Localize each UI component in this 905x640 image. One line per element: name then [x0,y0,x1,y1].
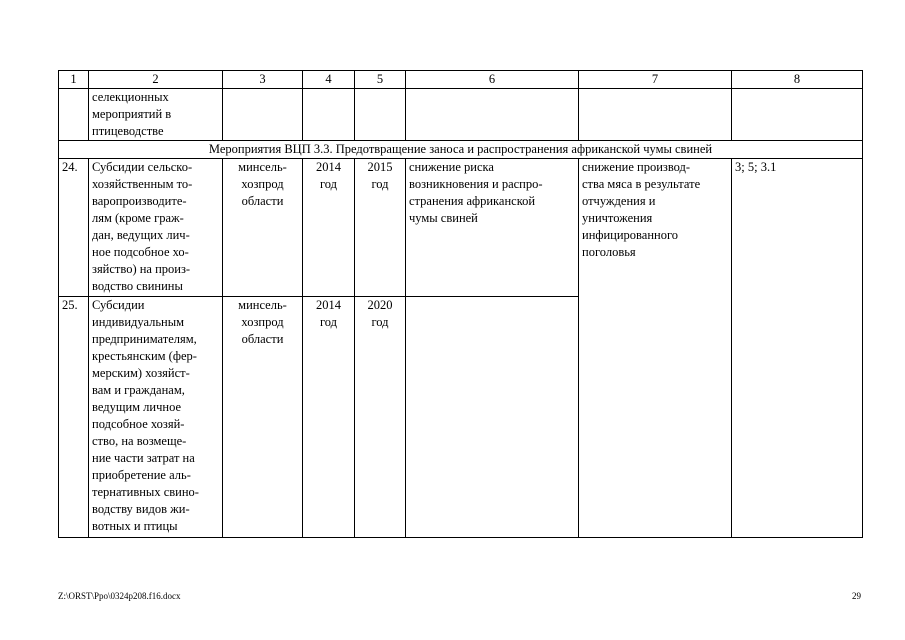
page-number: 29 [852,591,861,601]
text-line: минсель- [238,160,287,174]
row-start-year [303,297,355,538]
text-line: странения африканской [409,194,536,208]
header-cell-7: 7 [579,71,732,89]
continuation-cell-8 [732,89,863,141]
text-line: мероприятий в [92,107,172,121]
row-executor [223,159,303,297]
header-cell-3: 3 [223,71,303,89]
row-result [406,159,579,297]
text-line: снижение производ- [582,160,691,174]
text-line: хозяйственным то- [92,177,193,191]
row-number: 25. [59,297,89,538]
row-end-year [355,297,406,538]
continuation-cell-7 [579,89,732,141]
text-line: 2020 [367,298,393,312]
header-cell-6: 6 [406,71,579,89]
continuation-cell-4 [303,89,355,141]
text-line: птицеводстве [92,124,164,138]
text-line: области [241,194,284,208]
measures-table [58,70,863,538]
text-line: варопроизводите- [92,194,187,208]
section-title: Мероприятия ВЦП 3.3. Предотвращение заноса и распространения африканской чумы свиней [59,141,863,159]
row-description [89,297,223,538]
text-line: год [371,177,389,191]
text-line: поголовья [582,245,636,259]
text-line: снижение риска [409,160,494,174]
row-result [406,297,579,538]
header-cell-2: 2 [89,71,223,89]
continuation-cell-3 [223,89,303,141]
text-line: водству видов жи- [92,502,190,516]
footer-file-path: Z:\ORST\Ppo\0324p208.f16.docx [58,591,181,601]
text-line: области [241,332,284,346]
text-line: отчуждения и [582,194,656,208]
text-line: селекционных [92,90,169,104]
row-end-year [355,159,406,297]
text-line: чумы свиней [409,211,478,225]
text-line: вотных и птицы [92,519,178,533]
text-line: ведущим личное [92,400,182,414]
text-line: год [319,315,338,329]
text-line: 2015 [367,160,393,174]
header-row [59,71,863,89]
text-line: ние части затрат на [92,451,195,465]
text-line: мерским) хозяйст- [92,366,190,380]
continuation-cell-5 [355,89,406,141]
row-executor [223,297,303,538]
text-line: минсель- [238,298,287,312]
continuation-description-cell [89,89,223,141]
text-line: ства мяса в результате [582,177,701,191]
text-line: уничтожения [582,211,653,225]
text-line: хозпрод [241,177,284,191]
text-line: возникновения и распро- [409,177,543,191]
text-line: 2014 [316,160,341,174]
text-line: инфицированного [582,228,679,242]
row-start-year [303,159,355,297]
text-line: ное подсобное хо- [92,245,189,259]
text-line: зяйство) на произ- [92,262,191,276]
text-line: приобретение аль- [92,468,191,482]
text-line: вам и гражданам, [92,383,185,397]
text-line: предпринимателям, [92,332,197,346]
text-line: подсобное хозяй- [92,417,185,431]
text-line: тернативных свино- [92,485,199,499]
text-line: дан, ведущих лич- [92,228,190,242]
text-line: год [371,315,389,329]
row-number: 24. [59,159,89,297]
text-line: Субсидии [92,298,145,312]
text-line: лям (кроме граж- [92,211,184,225]
text-line: крестьянским (фер- [92,349,197,363]
table-row [59,159,863,297]
row-description [89,159,223,297]
text-line: Субсидии сельско- [92,160,193,174]
row-link: 3; 5; 3.1 [732,159,863,538]
text-line: индивидуальным [92,315,185,329]
header-cell-4: 4 [303,71,355,89]
text-line: водство свинины [92,279,183,293]
continuation-num-cell [59,89,89,141]
text-line: ство, на возмеще- [92,434,187,448]
continuation-cell-6 [406,89,579,141]
header-cell-8: 8 [732,71,863,89]
continuation-row [59,89,863,141]
row-consequence [579,159,732,538]
text-line: год [319,177,338,191]
header-cell-5: 5 [355,71,406,89]
text-line: хозпрод [241,315,284,329]
section-row [59,141,863,159]
text-line: 2014 [316,298,341,312]
header-cell-1: 1 [59,71,89,89]
